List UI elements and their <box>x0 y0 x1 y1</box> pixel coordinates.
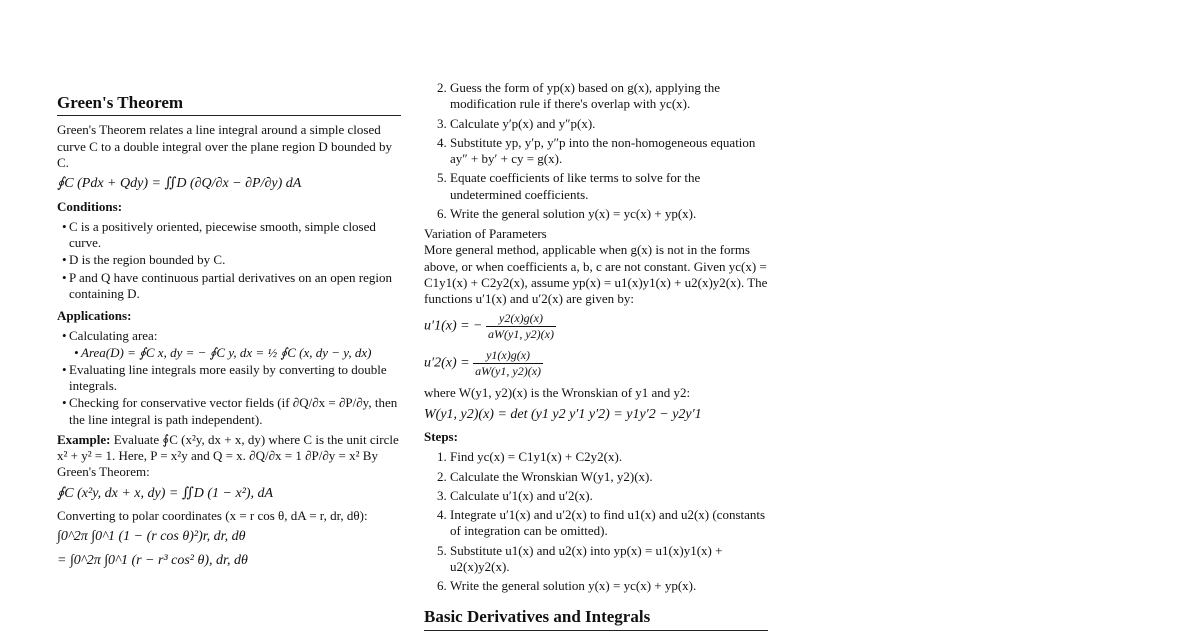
u2-fraction <box>473 348 543 379</box>
condition-item: • D is the region bounded by C. <box>69 252 401 268</box>
application-item: • Checking for conservative vector fields (if ∂Q/∂x = ∂P/∂y, then the line integral is path independent). <box>69 395 401 428</box>
wronskian-formula: W(y1, y2)(x) = det (y1 y2 y′1 y′2) = y1y′2 − y2y′1 <box>424 406 702 422</box>
greens-theorem-heading: Green's Theorem <box>57 92 401 116</box>
u1-lhs: u′1(x) = − <box>424 318 483 334</box>
undetermined-steps-list <box>424 80 768 222</box>
steps-label: Steps: <box>424 429 458 444</box>
condition-item: • C is a positively oriented, piecewise smooth, simple closed curve. <box>69 219 401 252</box>
example-label: Example: <box>57 431 111 447</box>
polar-text: Converting to polar coordinates (x = r cos θ, dA = r, dr, dθ): <box>57 508 368 523</box>
u2-denominator: aW(y1, y2)(x) <box>475 364 542 379</box>
left-column <box>57 92 401 575</box>
u2-lhs: u′2(x) = <box>424 355 470 371</box>
u1-formula <box>424 311 768 342</box>
undetermined-step: 3. Calculate y′p(x) and y″p(x). <box>450 116 768 132</box>
variation-step: 3. Calculate u′1(x) and u′2(x). <box>450 488 768 504</box>
variation-step: 6. Write the general solution y(x) = yc(x) + yp(x). <box>450 578 768 594</box>
variation-intro: More general method, applicable when g(x) is not in the forms above, or when coefficients a, b, c are not constant. Given yc(x) = C1y1(x) + C2y2(x), assume yp(x) = u1(x)y1(x) + u2(x)y2(x). The functions u′1(x) and u′2(x) are given by: <box>424 242 768 306</box>
variation-heading: Variation of Parameters <box>424 226 547 241</box>
variation-step: 5. Substitute u1(x) and u2(x) into yp(x) = u1(x)y1(x) + u2(x)y2(x). <box>450 543 768 576</box>
greens-formula: ∮C (Pdx + Qdy) = ∬D (∂Q/∂x − ∂P/∂y) dA <box>57 176 302 191</box>
undetermined-step: 4. Substitute yp, y′p, y″p into the non-homogeneous equation ay″ + by′ + cy = g(x). <box>450 135 768 168</box>
variation-step: 2. Calculate the Wronskian W(y1, y2)(x). <box>450 469 768 485</box>
polar-formula-2: = ∫0^2π ∫0^1 (r − r³ cos² θ), dr, dθ <box>57 552 248 568</box>
u1-numerator: y2(x)g(x) <box>486 311 556 327</box>
variation-step: 4. Integrate u′1(x) and u′2(x) to find u1(x) and u2(x) (constants of integration can be omitted). <box>450 507 768 540</box>
example-text: Evaluate ∮C (x²y, dx + x, dy) where C is the unit circle x² + y² = 1. Here, P = x²y and Q = x. ∂Q/∂x = 1 ∂P/∂y = x² By Green's Theorem: <box>57 431 399 480</box>
example-formula: ∮C (x²y, dx + x, dy) = ∬D (1 − x²), dA <box>57 485 274 501</box>
applications-label: Applications: <box>57 308 132 323</box>
undetermined-step: 2. Guess the form of yp(x) based on g(x), applying the modification rule if there's overlap with yc(x). <box>450 80 768 113</box>
conditions-list <box>57 219 401 302</box>
polar-formula-1: ∫0^2π ∫0^1 (1 − (r cos θ)²)r, dr, dθ <box>57 529 246 545</box>
variation-step: 1. Find yc(x) = C1y1(x) + C2y2(x). <box>450 449 768 465</box>
undetermined-step: 5. Equate coefficients of like terms to solve for the undetermined coefficients. <box>450 170 768 203</box>
u1-denominator: aW(y1, y2)(x) <box>488 327 554 342</box>
applications-list <box>57 328 401 428</box>
u2-numerator: y1(x)g(x) <box>473 348 543 364</box>
variation-steps-list <box>424 449 768 594</box>
application-item: • Evaluating line integrals more easily by converting to double integrals. <box>69 362 401 395</box>
greens-intro: Green's Theorem relates a line integral around a simple closed curve C to a double integral over the plane region D bounded by C. <box>57 122 393 170</box>
right-column <box>424 80 768 637</box>
example-paragraph <box>57 432 401 481</box>
basic-derivatives-heading: Basic Derivatives and Integrals <box>424 606 768 630</box>
condition-item: • P and Q have continuous partial derivatives on an open region containing D. <box>69 270 401 303</box>
application-area-label: Calculating area: <box>69 328 158 344</box>
undetermined-step: 6. Write the general solution y(x) = yc(x) + yp(x). <box>450 206 768 222</box>
area-formula: • Area(D) = ∮C x, dy = − ∮C y, dx = ½ ∮C (x, dy − y, dx) <box>81 345 401 361</box>
application-item <box>69 328 401 361</box>
u2-formula <box>424 348 768 379</box>
u1-fraction <box>486 311 556 342</box>
conditions-label: Conditions: <box>57 198 123 214</box>
wronskian-text: where W(y1, y2)(x) is the Wronskian of y1 and y2: <box>424 385 691 401</box>
